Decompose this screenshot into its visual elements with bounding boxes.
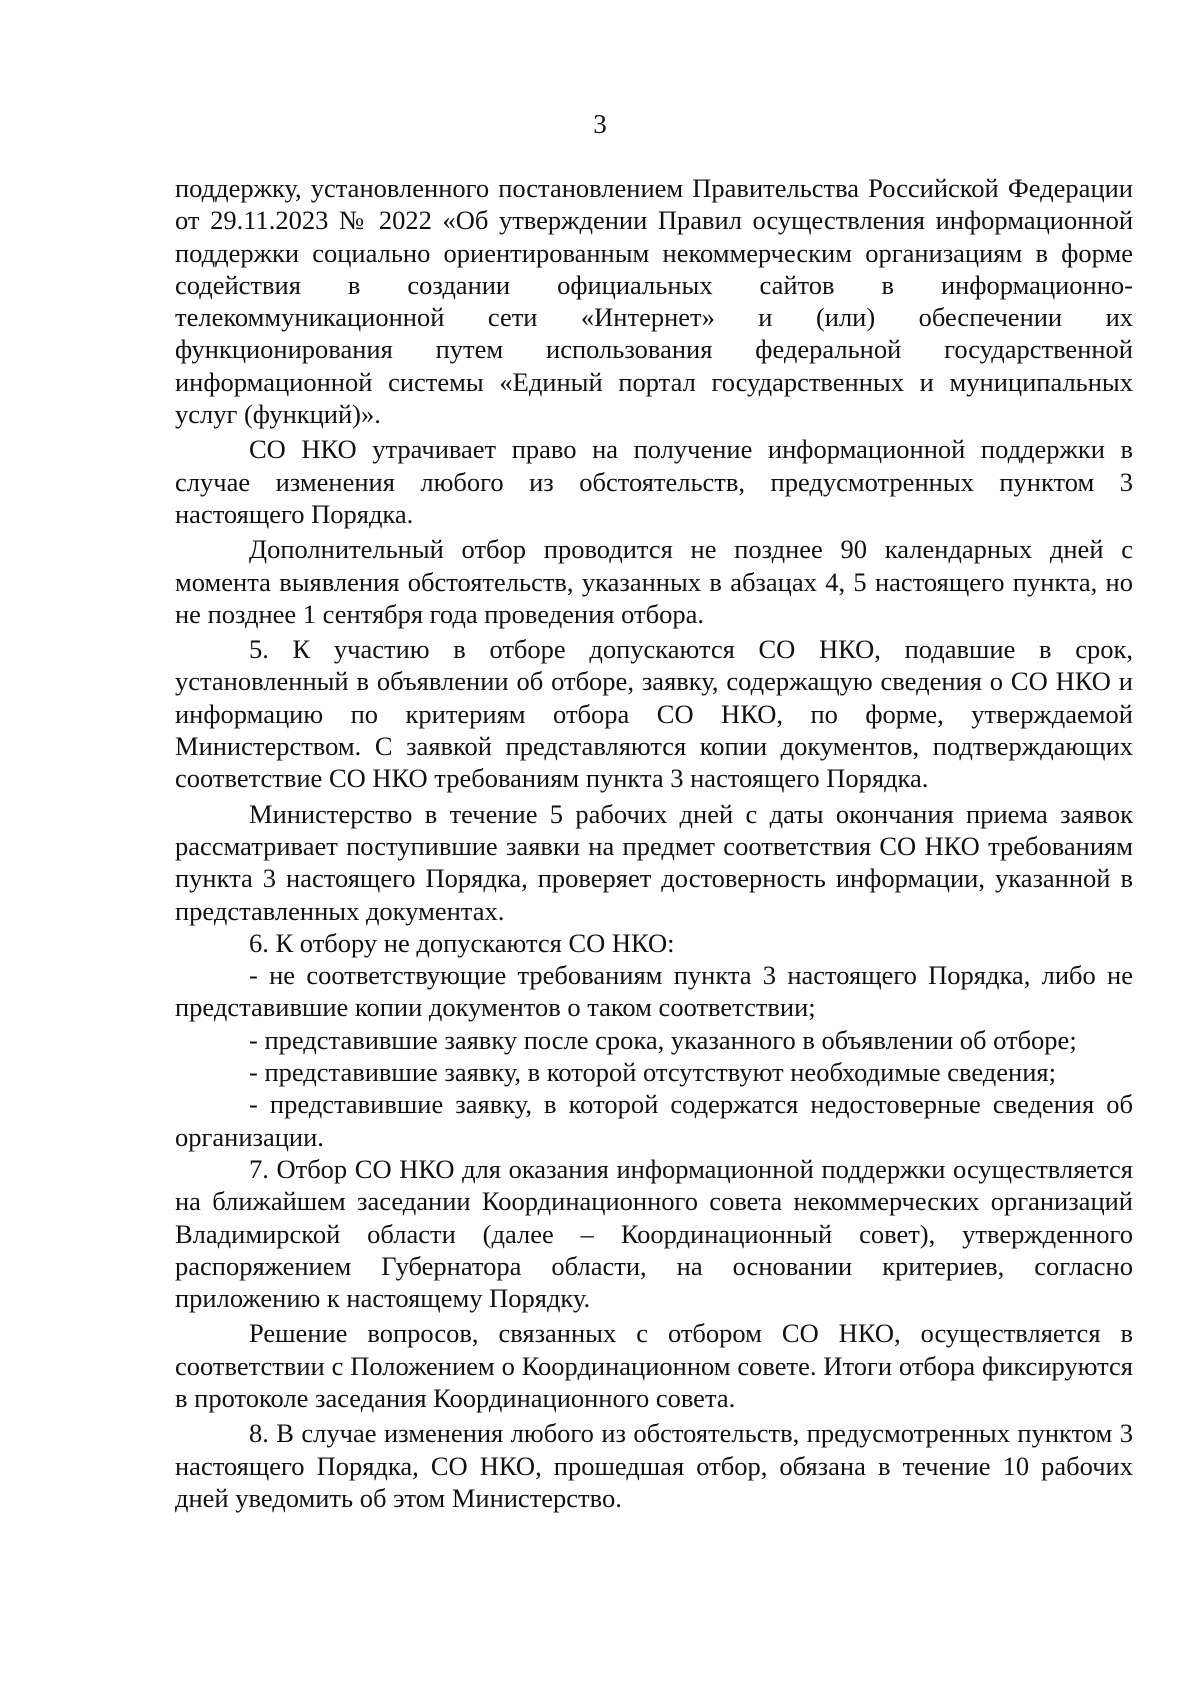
paragraph-additional-selection: Дополнительный отбор проводится не позднее 90 календарных дней с момента выявления обстоятельств, указанных в абзацах 4, 5 настоящего пункта, но не позднее 1 сентября года проведения отбора.	[175, 534, 1133, 629]
paragraph-item-8: 8. В случае изменения любого из обстоятельств, предусмотренных пунктом 3 настоящего Порядка, СО НКО, прошедшая отбор, обязана в течение 10 рабочих дней уведомить об этом Министерство.	[175, 1418, 1133, 1513]
paragraph-item-5: 5. К участию в отборе допускаются СО НКО, подавшие в срок, установленный в объявлении об отборе, заявку, содержащую сведения о СО НКО и информацию по критериям отбора СО НКО, по форме, утверждаемой Министерством. С заявкой представляются копии документов, подтверждающих соответствие СО НКО требованиям пункта 3 настоящего Порядка.	[175, 634, 1133, 794]
paragraph-continuation: поддержку, установленного постановлением Правительства Российской Федерации от 29.11.2023 № 2022 «Об утверждении Правил осуществления информационной поддержки социально ориентированным некоммерческим организациям в форме содействия в создании официальных сайтов в информационно-телекоммуникационной сети «Интернет» и (или) обеспечении их функционирования путем использования федеральной государственной информационной системы «Единый портал государственных и муниципальных услуг (функций)».	[175, 173, 1133, 430]
paragraph-decision: Решение вопросов, связанных с отбором СО НКО, осуществляется в соответствии с Положением о Координационном совете. Итоги отбора фиксируются в протоколе заседания Координационного совета.	[175, 1318, 1133, 1413]
document-body	[175, 172, 1133, 1514]
list-item-missing-info: - представившие заявку, в которой отсутствуют необходимые сведения;	[249, 1057, 1056, 1088]
list-item-false-info: - представившие заявку, в которой содержатся недостоверные сведения об организации.	[175, 1089, 1133, 1152]
paragraph-loss-of-right: СО НКО утрачивает право на получение информационной поддержки в случае изменения любого из обстоятельств, предусмотренных пунктом 3 настоящего Порядка.	[175, 434, 1133, 529]
paragraph-item-7: 7. Отбор СО НКО для оказания информационной поддержки осуществляется на ближайшем заседании Координационного совета некоммерческих организаций Владимирской области (далее – Координационный совет), утвержденного распоряжением Губернатора области, на основании критериев, согласно приложению к настоящему Порядку.	[175, 1153, 1133, 1314]
list-item-not-compliant: - не соответствующие требованиям пункта 3 настоящего Порядка, либо не представившие копии документов о таком соответствии;	[175, 960, 1133, 1023]
paragraph-ministry-review: Министерство в течение 5 рабочих дней с даты окончания приема заявок рассматривает поступившие заявки на предмет соответствия СО НКО требованиям пункта 3 настоящего Порядка, проверяет достоверность информации, указанной в представленных документах.	[175, 798, 1133, 926]
paragraph-item-6: 6. К отбору не допускаются СО НКО:	[249, 927, 675, 958]
list-item-late-application: - представившие заявку после срока, указанного в объявлении об отборе;	[249, 1024, 1077, 1055]
page-number: 3	[593, 109, 607, 139]
